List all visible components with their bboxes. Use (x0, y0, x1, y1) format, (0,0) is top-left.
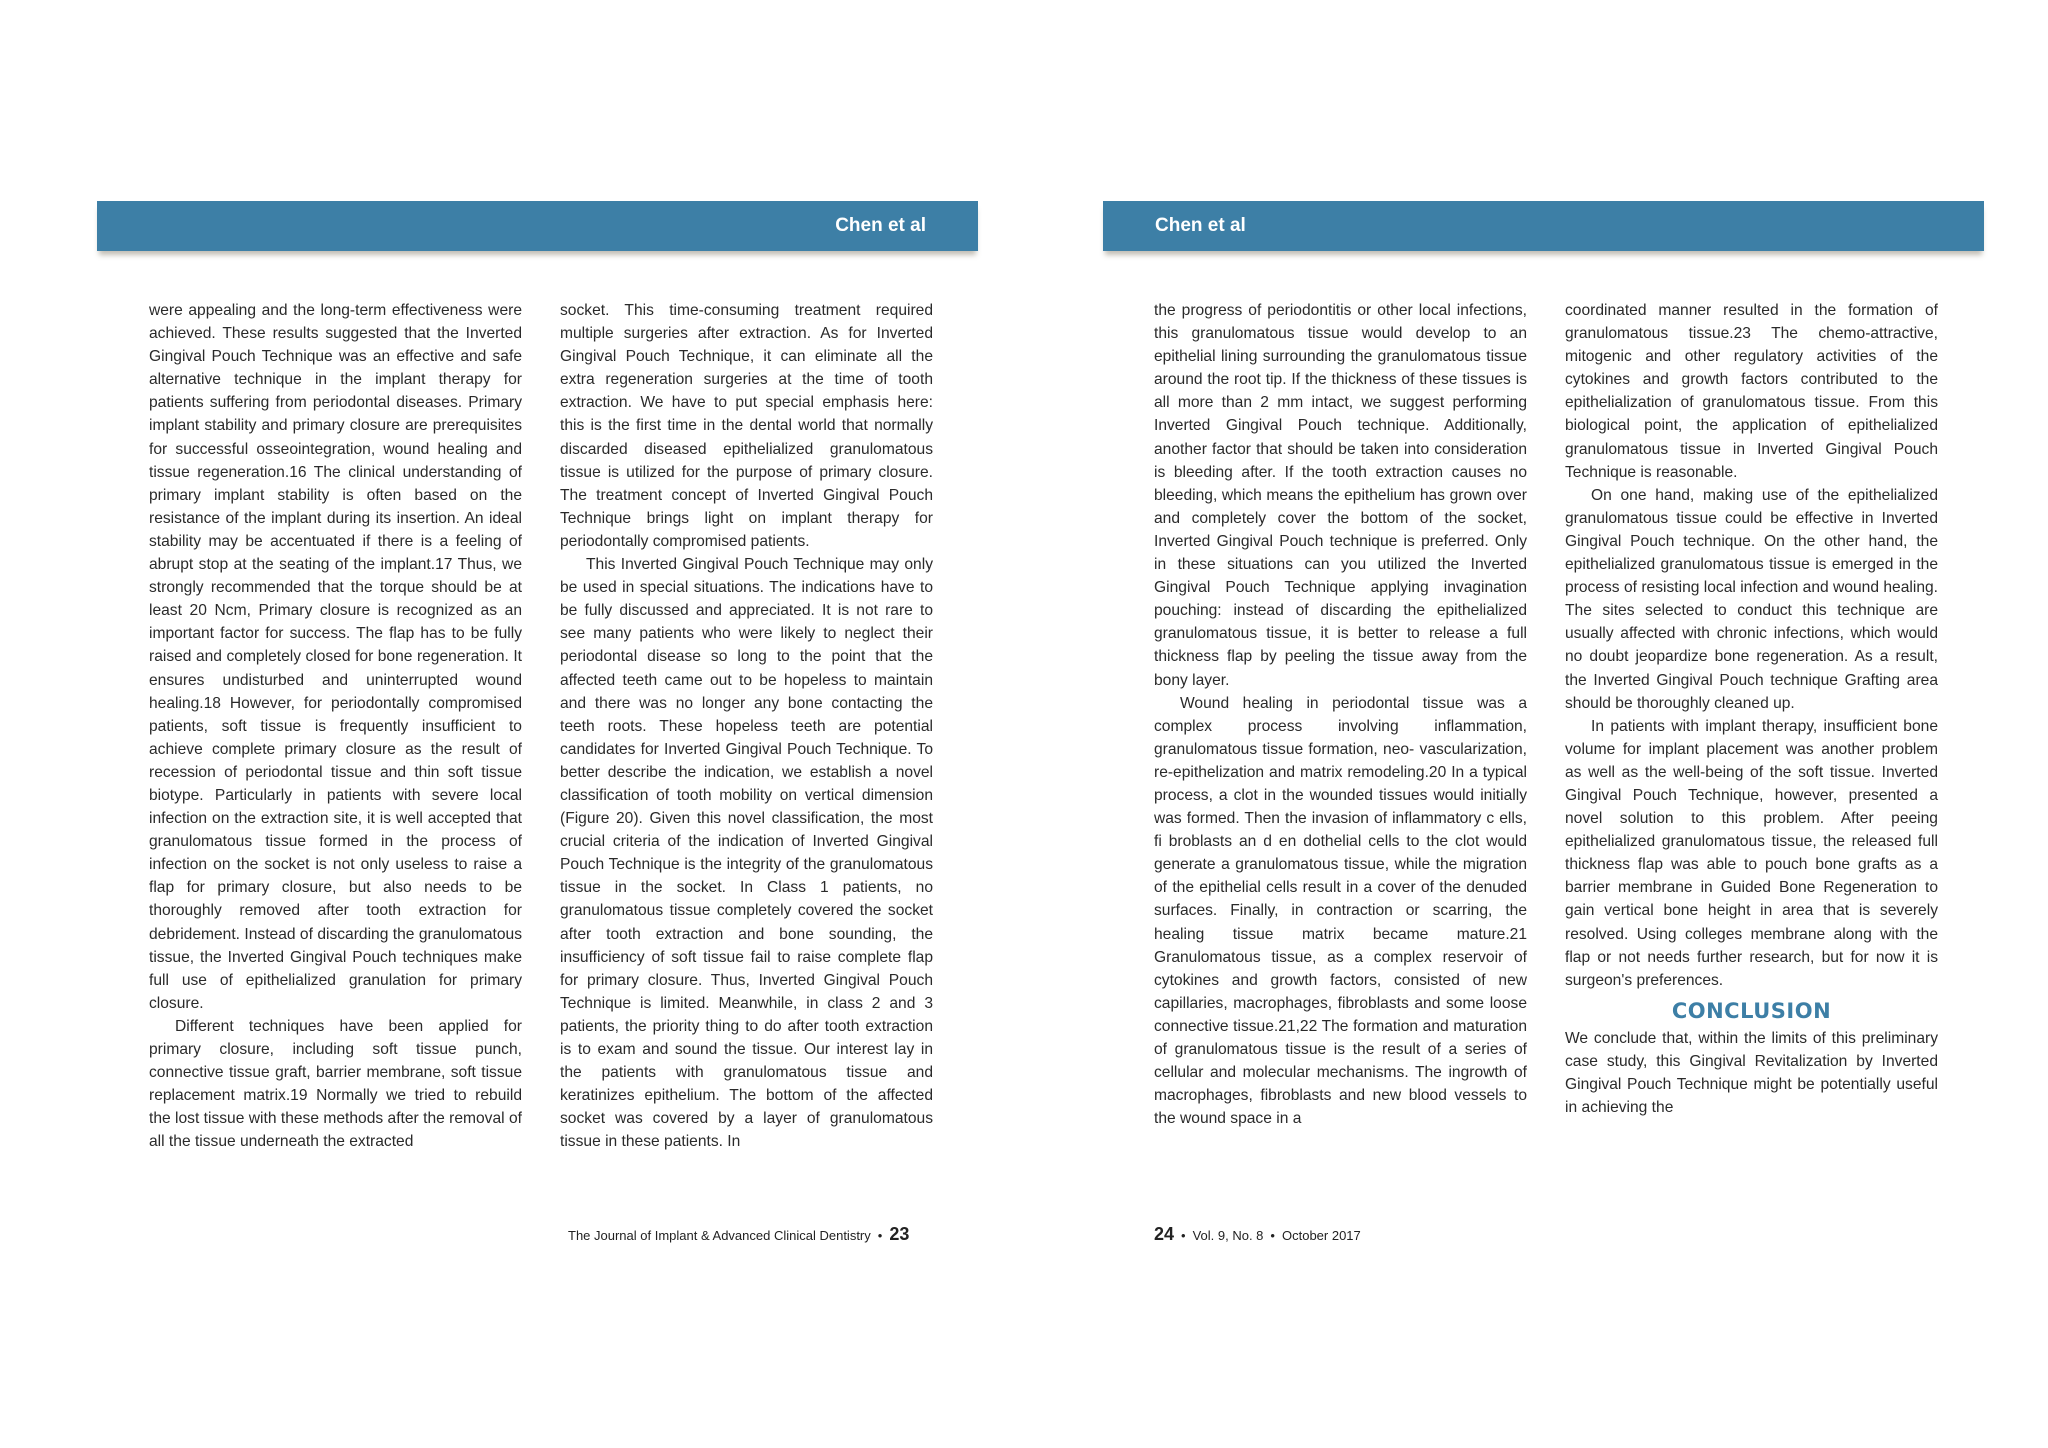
left-running-head: Chen et al (835, 215, 926, 236)
page-number: 24 (1154, 1224, 1175, 1244)
footer-bullet: • (877, 1228, 883, 1243)
right-page-column-2 (1565, 299, 1938, 1119)
conclusion-heading: CONCLUSION (1671, 998, 1832, 1023)
left-page-footer (568, 1224, 909, 1245)
right-page-column-1 (1154, 299, 1527, 1130)
left-header-band (97, 201, 978, 251)
body-paragraph: were appealing and the long-term effectiveness were achieved. These results suggested that the Inverted Gingival Pouch Technique was an effective and safe alternative technique in the implant therapy for patients suffering from periodontal diseases. Primary implant stability and primary closure are prerequisites for successful osseointegration, wound healing and tissue regeneration.16 The clinical understanding of primary implant stability is often based on the resistance of the implant during its insertion. An ideal stability may be accentuated if there is a feeling of abrupt stop at the seating of the implant.17 Thus, we strongly recommended that the torque should be at least 20 Ncm, Primary closure is recognized as an important factor for success. The flap has to be fully raised and completely closed for bone regeneration. It ensures undisturbed and uninterrupted wound healing.18 However, for periodontally compromised patients, soft tissue is frequently insufficient to achieve complete primary closure as the result of recession of periodontal tissue and thin soft tissue biotype. Particularly in patients with severe local infection on the extraction site, it is well accepted that granulomatous tissue formed in the process of infection on the socket is not only useless to raise a flap for primary closure, but also needs to be thoroughly removed after tooth extraction for debridement. Instead of discarding the granulomatous tissue, the Inverted Gingival Pouch techniques make full use of epithelialized granulation for primary closure. (149, 302, 522, 1012)
body-paragraph: socket. This time-consuming treatment required multiple surgeries after extraction. As for Inverted Gingival Pouch Technique, it can eliminate all the extra regeneration surgeries at the time of tooth extraction. We have to put special emphasis here: this is the first time in the dental world that normally discarded diseased epithelialized granulomatous tissue is utilized for the purpose of primary closure. The treatment concept of Inverted Gingival Pouch Technique brings light on implant therapy for periodontally compromised patients. (560, 302, 933, 550)
body-paragraph: This Inverted Gingival Pouch Technique may only be used in special situations. The indications have to be fully discussed and appreciated. It is not rare to see many patients who were likely to neglect their periodontal disease so long to the point that the affected teeth came out to be hopeless to maintain and there was no longer any bone contacting the teeth roots. These hopeless teeth are potential candidates for Inverted Gingival Pouch Technique. To better describe the indication, we establish a novel classification of tooth mobility on vertical dimension (Figure 20). Given this novel classification, the most crucial criteria of the indication of Inverted Gingival Pouch Technique is the integrity of the granulomatous tissue in the socket. In Class 1 patients, no granulomatous tissue completely covered the socket after tooth extraction and bone sounding, the insufficiency of soft tissue fail to raise complete flap for primary closure. Thus, Inverted Gingival Pouch Technique is limited. Meanwhile, in class 2 and 3 patients, the priority thing to do after tooth extraction is to exam and sound the tissue. Our interest lay in the patients with granulomatous tissue and keratinizes epithelium. The bottom of the affected socket was covered by a layer of granulomatous tissue in these patients. In (560, 556, 933, 1151)
body-paragraph: In patients with implant therapy, insufficient bone volume for implant placement was another problem as well as the well-being of the soft tissue. Inverted Gingival Pouch Technique, however, presented a novel solution to this problem. After peeing epithelialized granulomatous tissue, the released full thickness flap was able to pouch bone grafts as a barrier membrane in Guided Bone Regeneration to gain vertical bone height in area that is severely resolved. Using colleges membrane along with the flap or not needs further research, but for now it is surgeon's preferences. (1565, 717, 1938, 989)
left-page-column-2 (560, 299, 933, 1153)
left-page-column-1 (149, 299, 522, 1153)
footer-bullet: • (1270, 1228, 1275, 1243)
body-paragraph: coordinated manner resulted in the formation of granulomatous tissue.23 The chemo-attractive, mitogenic and other regulatory activities of the cytokines and growth factors contributed to the epithelialization of granulomatous tissue. From this biological point, the application of epithelialized granulomatous tissue in Inverted Gingival Pouch Technique is reasonable. (1565, 302, 1938, 481)
issue-date: October 2017 (1281, 1228, 1361, 1243)
body-paragraph: On one hand, making use of the epithelialized granulomatous tissue could be effective in Inverted Gingival Pouch technique. On the other hand, the epithelialized granulomatous tissue is emerged in the process of resisting local infection and wound healing. The sites selected to conduct this technique are usually affected with chronic infections, which would no doubt jeopardize bone regeneration. As a result, the Inverted Gingival Pouch technique Grafting area should be thoroughly cleaned up. (1565, 486, 1938, 712)
right-page-footer (1154, 1224, 1361, 1245)
page-number: 23 (889, 1224, 910, 1244)
footer-bullet: • (1181, 1228, 1186, 1243)
body-paragraph: Different techniques have been applied for primary closure, including soft tissue punch, connective tissue graft, barrier membrane, soft tissue replacement matrix.19 Normally we tried to rebuild the lost tissue with these methods after the removal of all the tissue underneath the extracted (149, 1017, 522, 1151)
right-running-head: Chen et al (1155, 215, 1246, 236)
body-paragraph: the progress of periodontitis or other local infections, this granulomatous tissue would develop to an epithelial lining surrounding the granulomatous tissue around the root tip. If the thickness of these tissues is all more than 2 mm intact, we suggest performing Inverted Gingival Pouch technique. Additionally, another factor that should be taken into consideration is bleeding after. If the tooth extraction causes no bleeding, which means the epithelium has grown over and completely cover the bottom of the socket, Inverted Gingival Pouch technique is preferred. Only in these situations can you utilized the Inverted Gingival Pouch Technique applying invagination pouching: instead of discarding the epithelialized granulomatous tissue, it is better to release a full thickness flap by peeling the tissue away from the bony layer. (1154, 302, 1527, 689)
conclusion-paragraph: We conclude that, within the limits of this preliminary case study, this Gingival Revitalization by Inverted Gingival Pouch Technique might be potentially useful in achieving the (1565, 1029, 1938, 1117)
right-header-band (1103, 201, 1984, 251)
journal-name: The Journal of Implant & Advanced Clinical Dentistry (568, 1228, 871, 1243)
body-paragraph: Wound healing in periodontal tissue was a complex process involving inflammation, granulomatous tissue formation, neo- vascularization, re-epithelization and matrix remodeling.20 In a typical process, a clot in the wounded tissues would initially was formed. Then the invasion of inflammatory c ells, fi broblasts an d en dothelial cells to the clot would generate a granulomatous tissue, while the migration of the epithelial cells result in a cover of the denuded surfaces. Finally, in contraction or scarring, the healing tissue matrix became mature.21 Granulomatous tissue, as a complex reservoir of cytokines and growth factors, consisted of new capillaries, macrophages, fibroblasts and some loose connective tissue.21,22 The formation and maturation of granulomatous tissue is the result of a series of cellular and molecular mechanisms. The ingrowth of macrophages, fibroblasts and new blood vessels to the wound space in a (1154, 694, 1527, 1128)
volume-issue: Vol. 9, No. 8 (1192, 1228, 1264, 1243)
